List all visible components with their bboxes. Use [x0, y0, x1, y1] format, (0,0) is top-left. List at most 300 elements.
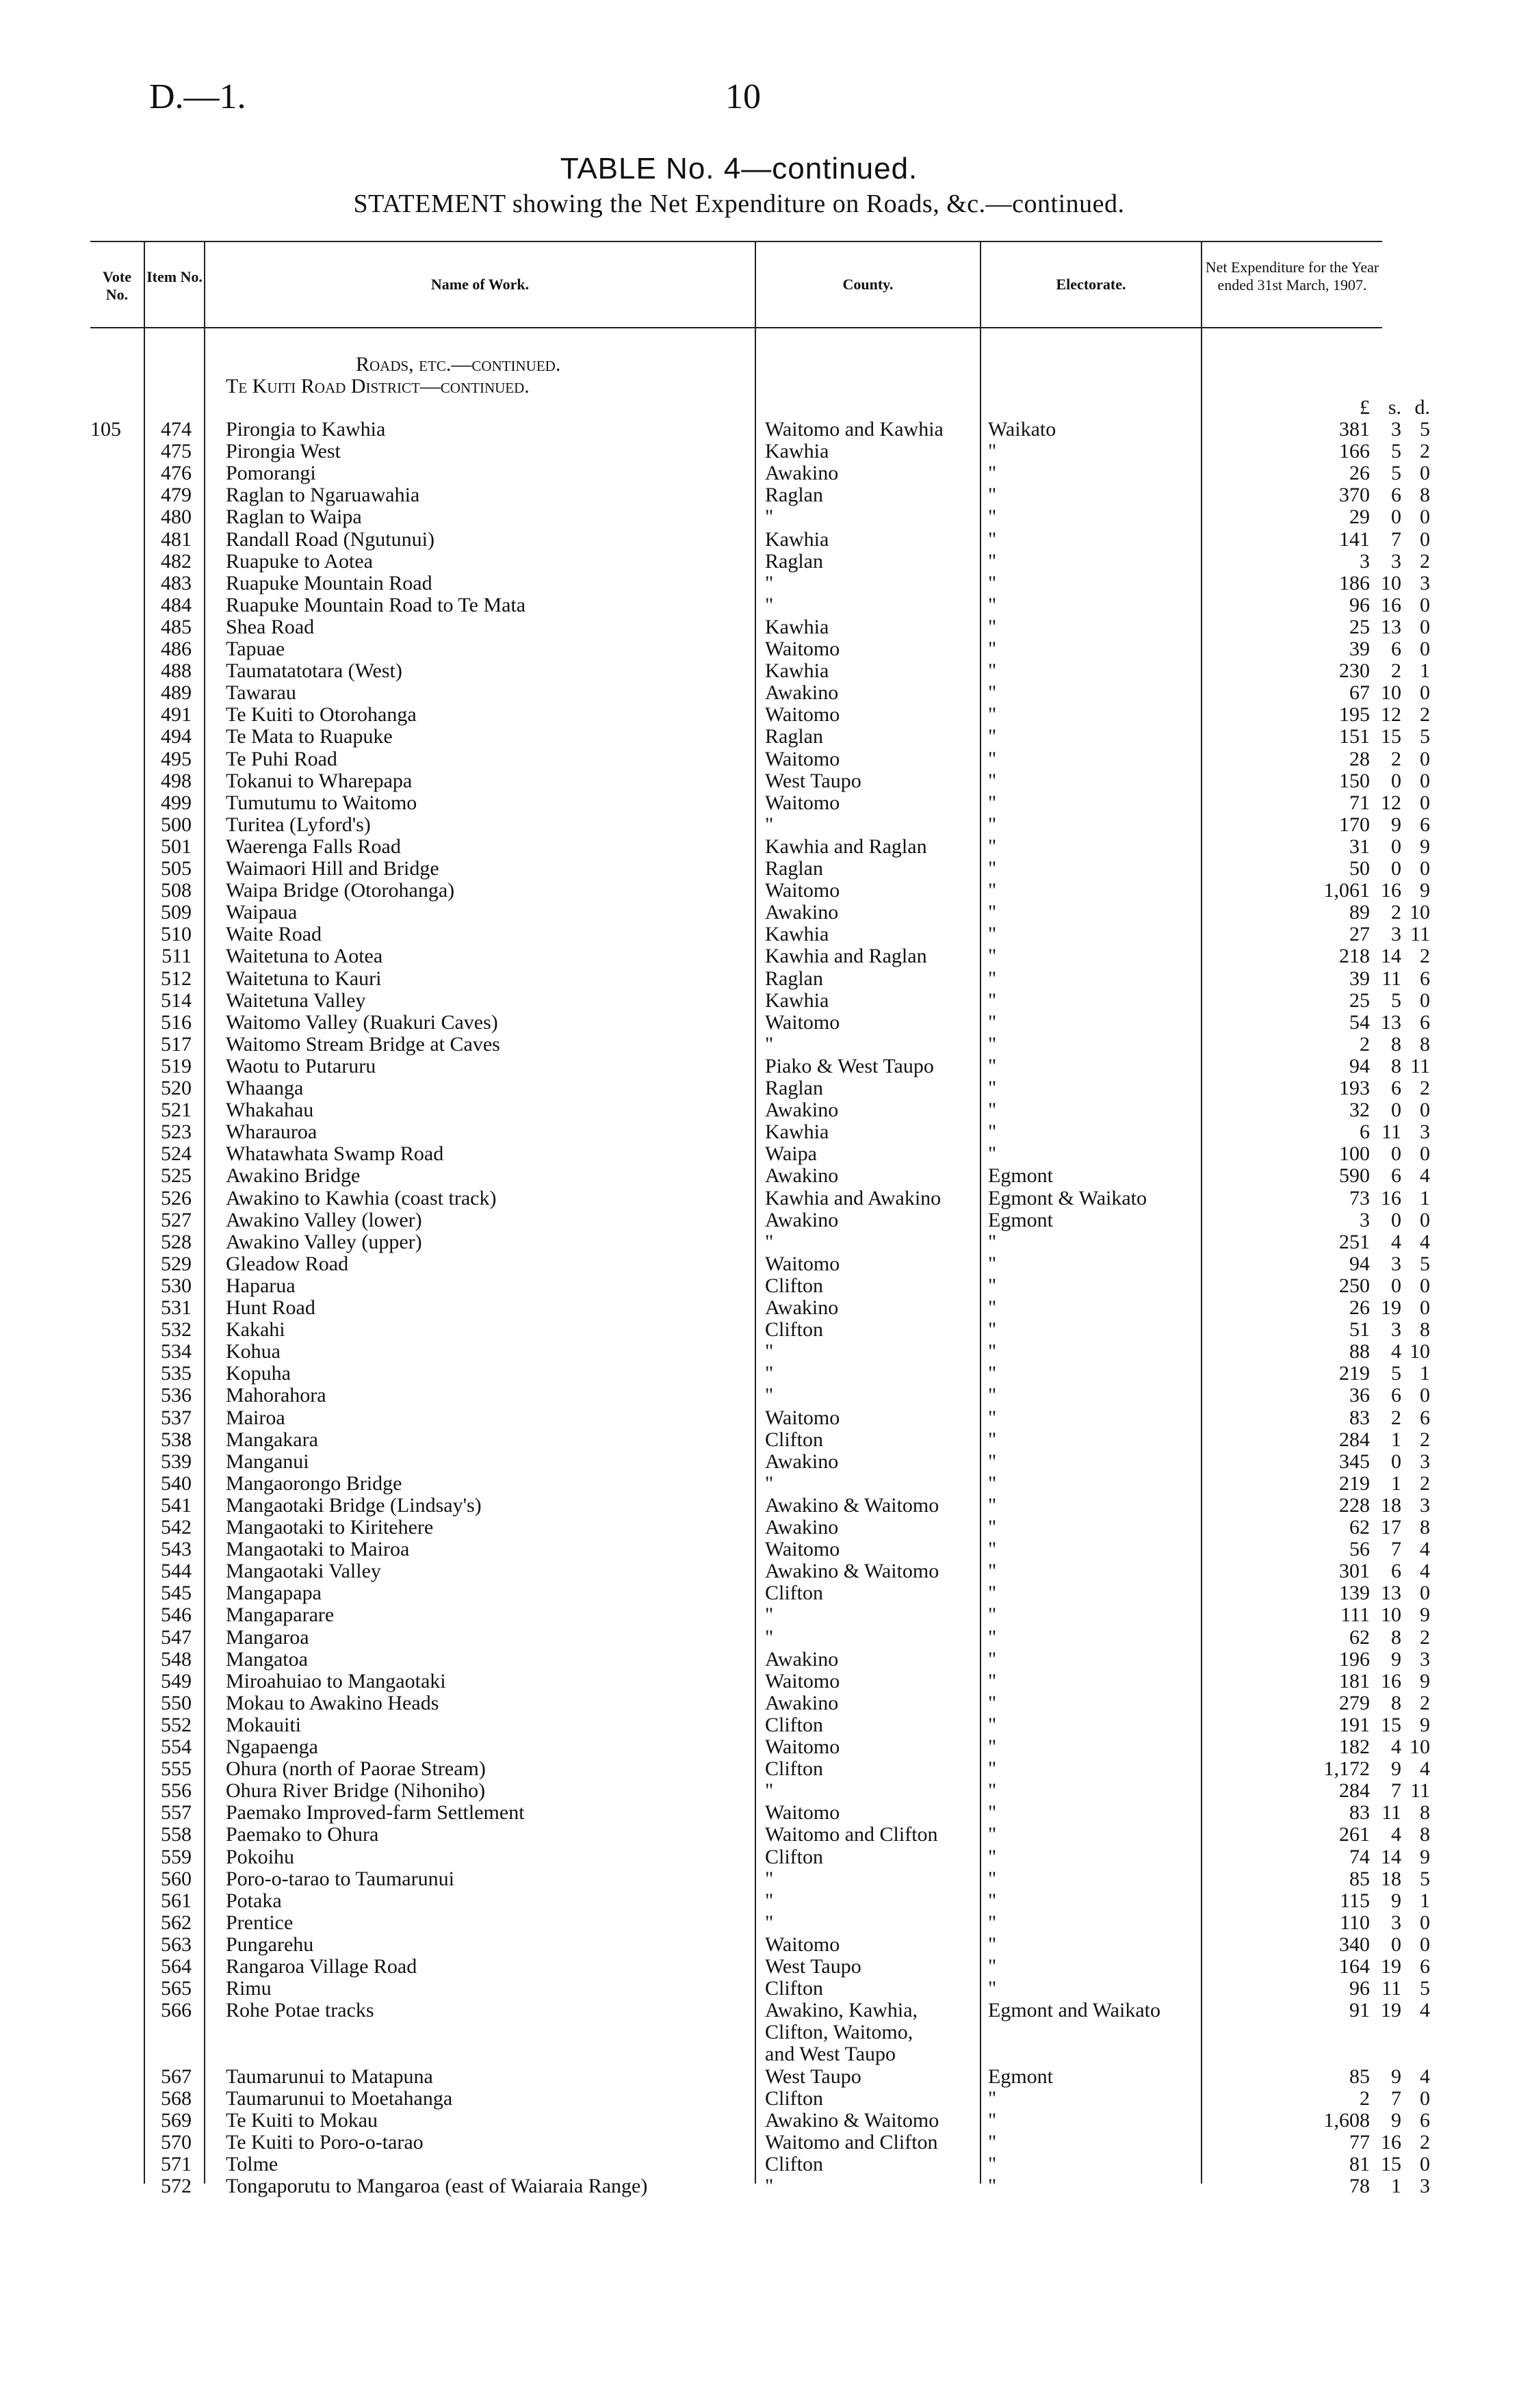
electorate-cell: Egmont and Waikato: [988, 1999, 1160, 2022]
work-name: Waitetuna to Kauri: [226, 967, 382, 990]
item-number: 530: [161, 1274, 192, 1297]
electorate-cell: ": [988, 967, 997, 990]
county-cell: Awakino: [765, 1164, 839, 1188]
work-name: Kohua: [226, 1340, 281, 1363]
item-number: 564: [161, 1955, 192, 1978]
pounds-cell: 195: [1339, 703, 1370, 727]
item-number: 523: [161, 1121, 192, 1144]
shillings-cell: 1: [1391, 1471, 1401, 1495]
table-row: [0, 1846, 1519, 1868]
work-name: Tawarau: [226, 681, 296, 705]
electorate-cell: ": [988, 1801, 997, 1824]
electorate-cell: ": [988, 615, 997, 638]
item-number: 557: [161, 1801, 192, 1824]
item-number: 508: [161, 879, 192, 902]
item-number: 480: [161, 506, 192, 529]
electorate-cell: ": [988, 2108, 997, 2132]
pence-cell: 11: [1410, 1054, 1430, 1077]
shillings-cell: 17: [1381, 1516, 1401, 1539]
electorate-cell: Egmont & Waikato: [988, 1186, 1147, 1209]
pence-cell: 4: [1420, 1230, 1430, 1253]
item-number: 485: [161, 615, 192, 638]
item-number: 572: [161, 2175, 192, 2197]
work-name: Manganui: [226, 1450, 309, 1473]
pence-cell: 0: [1420, 1274, 1430, 1297]
pence-cell: 9: [1420, 1845, 1430, 1868]
electorate-cell: ": [988, 2130, 997, 2154]
electorate-cell: ": [988, 1493, 997, 1517]
county-cell: Clifton: [765, 1977, 824, 2000]
electorate-cell: ": [988, 1362, 997, 1385]
table-row: [0, 2066, 1519, 2088]
work-name: Waite Road: [226, 923, 322, 946]
pence-cell: 2: [1420, 1691, 1430, 1714]
shillings-cell: 7: [1391, 527, 1401, 551]
work-name: Mokau to Awakino Heads: [226, 1691, 439, 1714]
county-cell: Clifton: [765, 1845, 824, 1868]
shillings-cell: 11: [1381, 1121, 1401, 1144]
electorate-cell: ": [988, 506, 997, 529]
electorate-cell: ": [988, 703, 997, 727]
item-number: 565: [161, 1977, 192, 2000]
table-row: [0, 1056, 1519, 1077]
shillings-cell: 13: [1381, 615, 1401, 638]
table-row: [0, 1319, 1519, 1341]
county-cell: ": [765, 1604, 774, 1627]
work-name: Mahorahora: [226, 1384, 326, 1407]
shillings-cell: 4: [1391, 1340, 1401, 1363]
pounds-cell: 279: [1339, 1691, 1370, 1714]
shillings-cell: 9: [1391, 2108, 1401, 2132]
pounds-cell: 193: [1339, 1077, 1370, 1099]
county-cell: Raglan: [765, 484, 823, 507]
work-name: Pirongia West: [226, 440, 341, 463]
item-number: 544: [161, 1560, 192, 1583]
electorate-cell: ": [988, 1823, 997, 1846]
shillings-cell: 3: [1391, 549, 1401, 573]
shillings-cell: 1: [1391, 2175, 1401, 2197]
pence-cell: 4: [1420, 1538, 1430, 1561]
table-row: [0, 1714, 1519, 1736]
item-number: 537: [161, 1406, 192, 1429]
item-number: 547: [161, 1625, 192, 1649]
pounds-cell: 141: [1339, 527, 1370, 551]
work-name: Awakino Bridge: [226, 1164, 361, 1188]
work-name: Mangapapa: [226, 1582, 322, 1605]
vote-cell: 105: [90, 418, 121, 441]
shillings-cell: 16: [1381, 1669, 1401, 1692]
shillings-cell: 14: [1381, 1845, 1401, 1868]
table-row: [0, 945, 1519, 967]
item-number: 548: [161, 1647, 192, 1671]
pence-cell: 0: [1420, 527, 1430, 551]
county-cell: Raglan: [765, 725, 823, 748]
table-row: [0, 858, 1519, 880]
pounds-cell: 261: [1339, 1823, 1370, 1846]
work-name: Ruapuke to Aotea: [226, 549, 373, 573]
pounds-cell: 73: [1349, 1186, 1370, 1209]
shillings-cell: 16: [1381, 2130, 1401, 2154]
work-name: Te Kuiti to Poro-o-tarao: [226, 2130, 424, 2154]
shillings-cell: 6: [1391, 1164, 1401, 1188]
table-subtitle: STATEMENT showing the Net Expenditure on Roads, &c.—continued.: [353, 189, 1125, 218]
table-row: [0, 2110, 1519, 2132]
county-cell: ": [765, 506, 774, 529]
shillings-cell: 16: [1381, 593, 1401, 616]
shillings-cell: 18: [1381, 1867, 1401, 1890]
electorate-cell: ": [988, 1736, 997, 1758]
pounds-cell: 186: [1339, 571, 1370, 594]
work-name: Te Kuiti to Mokau: [226, 2108, 378, 2132]
county-cell: Kawhia and Raglan: [765, 945, 927, 968]
table-row: [0, 1451, 1519, 1473]
work-name: Ohura River Bridge (Nihoniho): [226, 1779, 486, 1803]
county-cell: Awakino: [765, 1450, 839, 1473]
county-cell: Kawhia: [765, 923, 829, 946]
pounds-cell: 25: [1349, 615, 1370, 638]
item-number: 536: [161, 1384, 192, 1407]
item-number: 479: [161, 484, 192, 507]
pounds-cell: 284: [1339, 1779, 1370, 1803]
county-cell: Waitomo: [765, 638, 840, 660]
pence-cell: 0: [1420, 638, 1430, 660]
electorate-cell: ": [988, 1779, 997, 1803]
pence-cell: 2: [1420, 1077, 1430, 1099]
electorate-cell: ": [988, 1582, 997, 1605]
pounds-cell: 164: [1339, 1955, 1370, 1978]
item-number: 534: [161, 1340, 192, 1363]
table-row: [0, 551, 1519, 573]
pounds-cell: 100: [1339, 1142, 1370, 1166]
electorate-cell: ": [988, 659, 997, 683]
table-row: [0, 419, 1519, 441]
work-name: Ohura (north of Paorae Stream): [226, 1757, 486, 1781]
electorate-cell: ": [988, 1077, 997, 1099]
electorate-cell: ": [988, 1955, 997, 1978]
work-name: Mangatoa: [226, 1647, 308, 1671]
table-row: [0, 1978, 1519, 2000]
item-number: 494: [161, 725, 192, 748]
item-number: 561: [161, 1889, 192, 1912]
table-row: [0, 968, 1519, 990]
pence-cell: 2: [1420, 2130, 1430, 2154]
pounds-cell: 32: [1349, 1099, 1370, 1122]
electorate-cell: ": [988, 1977, 997, 2000]
table-row: [0, 1890, 1519, 1912]
work-name: Taumarunui to Matapuna: [226, 2065, 433, 2088]
pounds-cell: 219: [1339, 1471, 1370, 1495]
county-cell: ": [765, 1032, 774, 1056]
table-row: [0, 1253, 1519, 1275]
shillings-cell: 4: [1391, 1823, 1401, 1846]
table-row: [0, 594, 1519, 616]
item-number: 482: [161, 549, 192, 573]
table-row: [0, 1121, 1519, 1143]
work-name: Rohe Potae tracks: [226, 1999, 374, 2022]
item-number: 491: [161, 703, 192, 727]
pounds-cell: 381: [1339, 418, 1370, 441]
shillings-cell: 4: [1391, 1230, 1401, 1253]
pounds-cell: 28: [1349, 747, 1370, 770]
item-number: 512: [161, 967, 192, 990]
shillings-cell: 19: [1381, 1955, 1401, 1978]
table-row: [0, 1517, 1519, 1539]
shillings-cell: 11: [1381, 1977, 1401, 2000]
pounds-cell: 590: [1339, 1164, 1370, 1188]
electorate-cell: Egmont: [988, 1164, 1053, 1188]
work-name: Mangaotaki to Mairoa: [226, 1538, 410, 1561]
shillings-cell: 12: [1381, 703, 1401, 727]
header-name: Name of Work.: [430, 276, 530, 293]
pounds-cell: 39: [1349, 967, 1370, 990]
table-row: [0, 2088, 1519, 2110]
work-name: Prentice: [226, 1911, 294, 1934]
pounds-cell: 85: [1349, 2065, 1370, 2088]
work-name: Mokauiti: [226, 1713, 301, 1736]
item-number: 529: [161, 1252, 192, 1275]
pence-cell: 10: [1410, 1340, 1430, 1363]
county-cell: ": [765, 1230, 774, 1253]
work-name: Whatawhata Swamp Road: [226, 1142, 444, 1166]
item-number: 517: [161, 1032, 192, 1056]
item-number: 570: [161, 2130, 192, 2154]
shillings-cell: 15: [1381, 725, 1401, 748]
shillings-cell: 11: [1381, 967, 1401, 990]
shillings-cell: 0: [1391, 1274, 1401, 1297]
work-name: Gleadow Road: [226, 1252, 349, 1275]
table-row: [0, 1188, 1519, 1209]
pence-cell: 10: [1410, 1736, 1430, 1758]
shillings-cell: 2: [1391, 659, 1401, 683]
pence-cell: 8: [1420, 1801, 1430, 1824]
item-number: 495: [161, 747, 192, 770]
shillings-cell: 0: [1391, 1933, 1401, 1956]
table-row: [0, 1539, 1519, 1560]
county-cell: Waitomo: [765, 1406, 840, 1429]
county-cell: ": [765, 1471, 774, 1495]
pounds-cell: 91: [1349, 1999, 1370, 2022]
pounds-cell: 251: [1339, 1230, 1370, 1253]
item-number: 550: [161, 1691, 192, 1714]
item-number: 475: [161, 440, 192, 463]
pounds-cell: 94: [1349, 1054, 1370, 1077]
table-row: [0, 1671, 1519, 1692]
shillings-cell: 8: [1391, 1032, 1401, 1056]
item-number: 552: [161, 1713, 192, 1736]
work-name: Mangakara: [226, 1428, 318, 1451]
table-row: [0, 1736, 1519, 1758]
item-number: 558: [161, 1823, 192, 1846]
item-number: 481: [161, 527, 192, 551]
work-name: Potaka: [226, 1889, 282, 1912]
pence-cell: 11: [1410, 1779, 1430, 1803]
county-cell: Waitomo: [765, 879, 840, 902]
table-row: [0, 638, 1519, 660]
item-number: 545: [161, 1582, 192, 1605]
shillings-cell: 5: [1391, 440, 1401, 463]
item-number: 520: [161, 1077, 192, 1099]
item-number: 567: [161, 2065, 192, 2088]
table-row: [0, 1692, 1519, 1714]
electorate-cell: ": [988, 879, 997, 902]
work-name: Waitomo Stream Bridge at Caves: [226, 1032, 500, 1056]
table-row: [0, 506, 1519, 528]
work-name: Turitea (Lyford's): [226, 813, 371, 836]
electorate-cell: ": [988, 484, 997, 507]
county-cell: West Taupo: [765, 769, 861, 792]
shillings-cell: 6: [1391, 484, 1401, 507]
work-name: Tapuae: [226, 638, 285, 660]
item-number: 476: [161, 462, 192, 485]
pounds-cell: 83: [1349, 1801, 1370, 1824]
county-cell: Awakino & Waitomo: [765, 1493, 939, 1517]
work-name: Wharauroa: [226, 1121, 317, 1144]
table-row: [0, 1341, 1519, 1363]
shillings-cell: 7: [1391, 1779, 1401, 1803]
pence-cell: 2: [1420, 945, 1430, 968]
pence-cell: 0: [1420, 593, 1430, 616]
county-cell: Raglan: [765, 857, 823, 880]
county-cell: ": [765, 1384, 774, 1407]
electorate-cell: ": [988, 1867, 997, 1890]
county-cell: Awakino: [765, 1296, 839, 1319]
electorate-cell: ": [988, 1516, 997, 1539]
table-title: TABLE No. 4—continued.: [560, 152, 918, 185]
county-cell: Awakino: [765, 1208, 839, 1231]
pounds-cell: 78: [1349, 2175, 1370, 2197]
electorate-cell: ": [988, 1560, 997, 1583]
table-row: [0, 1165, 1519, 1187]
pounds-cell: 71: [1349, 791, 1370, 814]
pence-cell: 8: [1420, 1032, 1430, 1056]
pounds-cell: 51: [1349, 1318, 1370, 1342]
pounds-cell: 2: [1360, 1032, 1370, 1056]
table-row: [0, 484, 1519, 506]
electorate-cell: ": [988, 747, 997, 770]
electorate-cell: ": [988, 791, 997, 814]
pence-cell: 11: [1410, 923, 1430, 946]
shillings-cell: 14: [1381, 945, 1401, 968]
shillings-cell: 6: [1391, 1384, 1401, 1407]
header-expenditure: Net Expenditure for the Year ended 31st March, 1907.: [1205, 259, 1379, 293]
table-row: [0, 1275, 1519, 1297]
table-row: [0, 1560, 1519, 1582]
electorate-cell: ": [988, 813, 997, 836]
table-row: [0, 1077, 1519, 1099]
table-row: [0, 792, 1519, 814]
county-cell: Waitomo: [765, 1010, 840, 1034]
pounds-cell: 182: [1339, 1736, 1370, 1758]
table-row: [0, 1912, 1519, 1934]
shillings-cell: 12: [1381, 791, 1401, 814]
item-number: 505: [161, 857, 192, 880]
pence-cell: 0: [1420, 681, 1430, 705]
table-row: [0, 1231, 1519, 1253]
work-name: Poro-o-tarao to Taumarunui: [226, 1867, 454, 1890]
work-name: Waotu to Putaruru: [226, 1054, 376, 1077]
county-cell: ": [765, 1911, 774, 1934]
county-cell: Waitomo: [765, 1538, 840, 1561]
table-row: [0, 1495, 1519, 1517]
county-cell: Piako & West Taupo: [765, 1054, 934, 1077]
table-row: [0, 990, 1519, 1012]
item-number: 484: [161, 593, 192, 616]
county-cell: Awakino: [765, 1647, 839, 1671]
table-row: [0, 1868, 1519, 1890]
work-name: Mangaorongo Bridge: [226, 1471, 402, 1495]
electorate-cell: ": [988, 725, 997, 748]
work-name: Waerenga Falls Road: [226, 835, 401, 858]
county-cell: Waitomo and Clifton: [765, 1823, 938, 1846]
electorate-cell: ": [988, 638, 997, 660]
shillings-cell: 0: [1391, 506, 1401, 529]
table-row: [0, 682, 1519, 704]
pounds-cell: 29: [1349, 506, 1370, 529]
work-name: Rimu: [226, 1977, 272, 2000]
pence-cell: 9: [1420, 835, 1430, 858]
electorate-cell: ": [988, 462, 997, 485]
work-name: Paemako Improved-farm Settlement: [226, 1801, 525, 1824]
work-name: Tumutumu to Waitomo: [226, 791, 417, 814]
county-cell: Waitomo: [765, 1252, 840, 1275]
shillings-cell: 7: [1391, 2086, 1401, 2110]
pence-cell: 6: [1420, 813, 1430, 836]
county-cell: Awakino & Waitomo: [765, 1560, 939, 1583]
header-item: Item No.: [146, 268, 203, 285]
pence-cell: 0: [1420, 1911, 1430, 1934]
pounds-cell: 67: [1349, 681, 1370, 705]
item-number: 535: [161, 1362, 192, 1385]
electorate-cell: ": [988, 1450, 997, 1473]
county-cell: Kawhia: [765, 527, 829, 551]
county-cell: ": [765, 1889, 774, 1912]
work-name: Te Kuiti to Otorohanga: [226, 703, 417, 727]
work-name: Mangaotaki to Kiritehere: [226, 1516, 434, 1539]
item-number: 531: [161, 1296, 192, 1319]
electorate-cell: ": [988, 2152, 997, 2175]
work-name: Waitetuna Valley: [226, 989, 366, 1012]
shillings-cell: 19: [1381, 1999, 1401, 2022]
pounds-cell: 77: [1349, 2130, 1370, 2154]
work-name: Mangaroa: [226, 1625, 309, 1649]
item-number: 486: [161, 638, 192, 660]
pence-cell: 9: [1420, 879, 1430, 902]
electorate-cell: ": [988, 1032, 997, 1056]
shillings-cell: 1: [1391, 1428, 1401, 1451]
section-heading-district: Te Kuiti Road District—continued.: [226, 375, 530, 397]
electorate-cell: ": [988, 681, 997, 705]
shillings-cell: 0: [1391, 769, 1401, 792]
table-row: [0, 1297, 1519, 1319]
county-cell: Raglan: [765, 549, 823, 573]
pence-cell: 1: [1420, 1889, 1430, 1912]
shillings-cell: 6: [1391, 1560, 1401, 1583]
pence-cell: 0: [1420, 1296, 1430, 1319]
pence-cell: 0: [1420, 747, 1430, 770]
header-county: County.: [842, 276, 894, 293]
county-cell: Waitomo and Clifton: [765, 2130, 938, 2154]
electorate-cell: ": [988, 571, 997, 594]
work-name: Pirongia to Kawhia: [226, 418, 386, 441]
pounds-cell: 62: [1349, 1516, 1370, 1539]
work-name: Tokanui to Wharepapa: [226, 769, 413, 792]
currency-row: [0, 397, 1519, 419]
shillings-cell: 15: [1381, 1713, 1401, 1736]
table-row: [0, 880, 1519, 902]
electorate-cell: ": [988, 923, 997, 946]
electorate-cell: ": [988, 1121, 997, 1144]
shillings-cell: 8: [1391, 1054, 1401, 1077]
